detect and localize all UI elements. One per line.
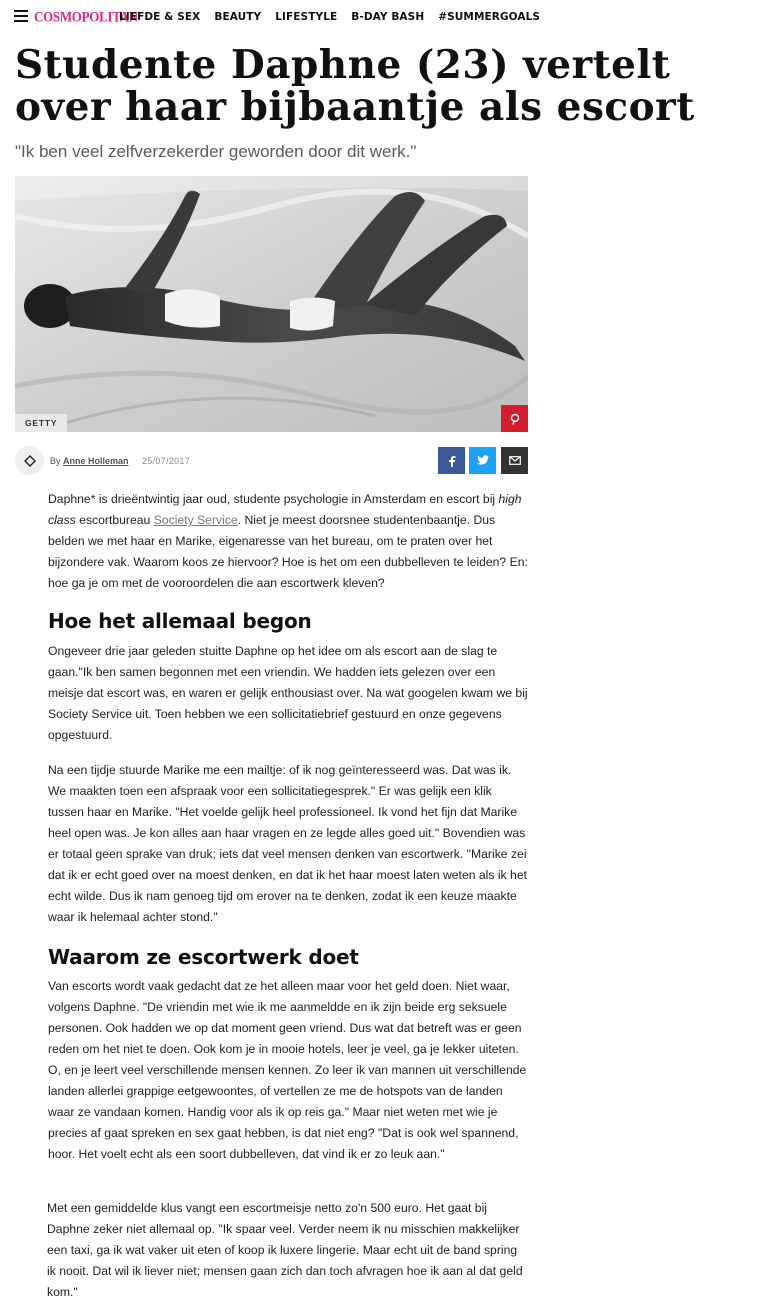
nav-item-bday-bash[interactable]: B-DAY BASH (351, 11, 425, 23)
byline (15, 446, 528, 476)
facebook-share-button[interactable] (438, 447, 465, 474)
society-service-link[interactable]: Society Service (153, 513, 238, 527)
nav-item-liefde-sex[interactable]: LIEFDE & SEX (119, 11, 201, 23)
paragraph-text: Daphne* is drieëntwintig jaar oud, studente psychologie in Amsterdam en escort bij (48, 492, 499, 506)
byline-text (50, 456, 129, 466)
mail-share-button[interactable] (501, 447, 528, 474)
hero-photo (15, 176, 528, 432)
diamond-icon (24, 455, 36, 467)
twitter-icon (477, 455, 489, 466)
author-link[interactable]: Anne Holleman (63, 456, 129, 466)
pinterest-button[interactable] (501, 405, 528, 432)
paragraph: Van escorts wordt vaak gedacht dat ze het alleen maar voor het geld doen. Niet waar, volgens Daphne. "De vriendin met wie ik me aanmeldde en ik zijn beide erg seksuele personen. Ook hadden we op dat moment geen vriend. Dus wat dat betreft was er geen reden om het niet te doen. Ook kom je in mooie hotels, leer je veel, ga je lekker uiteten. O, en je leert veel verschillende mensen kennen. Zo leer ik van mannen uit verschillende landen allerlei grappige eetgewoontes, of vertellen ze me de hotspots van de landen waar ze vandaan komen. Handig voor als ik op reis ga." Maar niet weten met wie je precies af gaat spreken en sex gaat hebben, is dat niet eng? "Dat is ook wel spannend, hoor. Het voelt echt als een soort dubbelleven, dat vind ik er zo leuk aan." (48, 979, 527, 1161)
publish-date: 25/07/2017 (142, 456, 191, 466)
site-header (0, 0, 760, 36)
nav-item-summergoals[interactable]: #SUMMERGOALS (438, 11, 541, 23)
section-heading: Waarom ze escortwerk doet (48, 945, 359, 969)
section-heading: Hoe het allemaal begon (48, 609, 312, 633)
paragraph: Ongeveer drie jaar geleden stuitte Daphne op het idee om als escort aan de slag te gaan."Ik ben samen begonnen met een vriendin. We hadden iets gelezen over een meisje dat escort was, en waren er gelijk enthousiast over. Na wat googelen kwam we bij Society Service uit. Toen hebben we een sollicitatiebrief gestuurd en onze gegevens opgestuurd. (48, 644, 528, 742)
author-avatar[interactable] (15, 446, 44, 475)
emphasis-text: high class (48, 492, 522, 527)
paragraph (48, 489, 528, 594)
twitter-share-button[interactable] (469, 447, 496, 474)
article-title: Studente Daphne (23) vertelt over haar bijbaantje als escort (15, 42, 695, 130)
paragraph-text: escortbureau (75, 513, 154, 527)
main-nav (119, 11, 540, 23)
byline-prefix: By (50, 456, 61, 466)
article-subtitle: "Ik ben veel zelfverzekerder geworden door dit werk." (15, 142, 417, 161)
mail-icon (509, 456, 521, 465)
site-logo[interactable]: COSMOPOLITAN (34, 7, 138, 26)
facebook-icon (447, 455, 457, 467)
paragraph-text: . Niet je meest doorsnee studentenbaantje. Dus belden we met haar en Marike, eigenaresse van het bureau, om te praten over het bijzondere vak. Waarom koos ze hiervoor? Hoe is het om een dubbelleven te leiden? En: hoe ga je om met de vooroordelen die aan escortwerk kleven? (48, 513, 528, 590)
paragraph: Met een gemiddelde klus vangt een escortmeisje netto zo'n 500 euro. Het gaat bij Daphne zeker niet allemaal op. "Ik spaar veel. Verder neem ik nu misschien makkelijker een taxi, ga ik wat vaker uit eten of koop ik luxere lingerie. Maar echt uit de band spring ik nooit. Dat wil ik liever niet; mensen gaan zich dan toch afvragen hoe ik aan al dat geld kom." (47, 1201, 523, 1299)
pinterest-icon (509, 413, 521, 425)
hamburger-icon[interactable] (14, 10, 28, 22)
hero-image (15, 176, 528, 432)
paragraph: Na een tijdje stuurde Marike me een mailtje: of ik nog geïnteresseerd was. Dat was ik. We maakten toen een afspraak voor een sollicitatiegesprek." Er was gelijk een klik tussen haar en Marike. "Het voelde gelijk heel professioneel. Ik vond het fijn dat Marike heel open was. Je kon alles aan haar vragen en ze legde alles goed uit." Bovendien was er totaal geen sprake van druk; iets dat veel mensen denken van escortwerk. "Marike zei dat ik er echt goed over na moest denken, en dat ik het haar moest laten weten als ik het echt wilde. Dus ik nam genoeg tijd om erover na te denken, zodat ik een keuze maakte waar ik helemaal achter stond." (48, 763, 527, 924)
nav-item-lifestyle[interactable]: LIFESTYLE (275, 11, 338, 23)
nav-item-beauty[interactable]: BEAUTY (214, 11, 262, 23)
image-credit: GETTY (15, 414, 67, 432)
